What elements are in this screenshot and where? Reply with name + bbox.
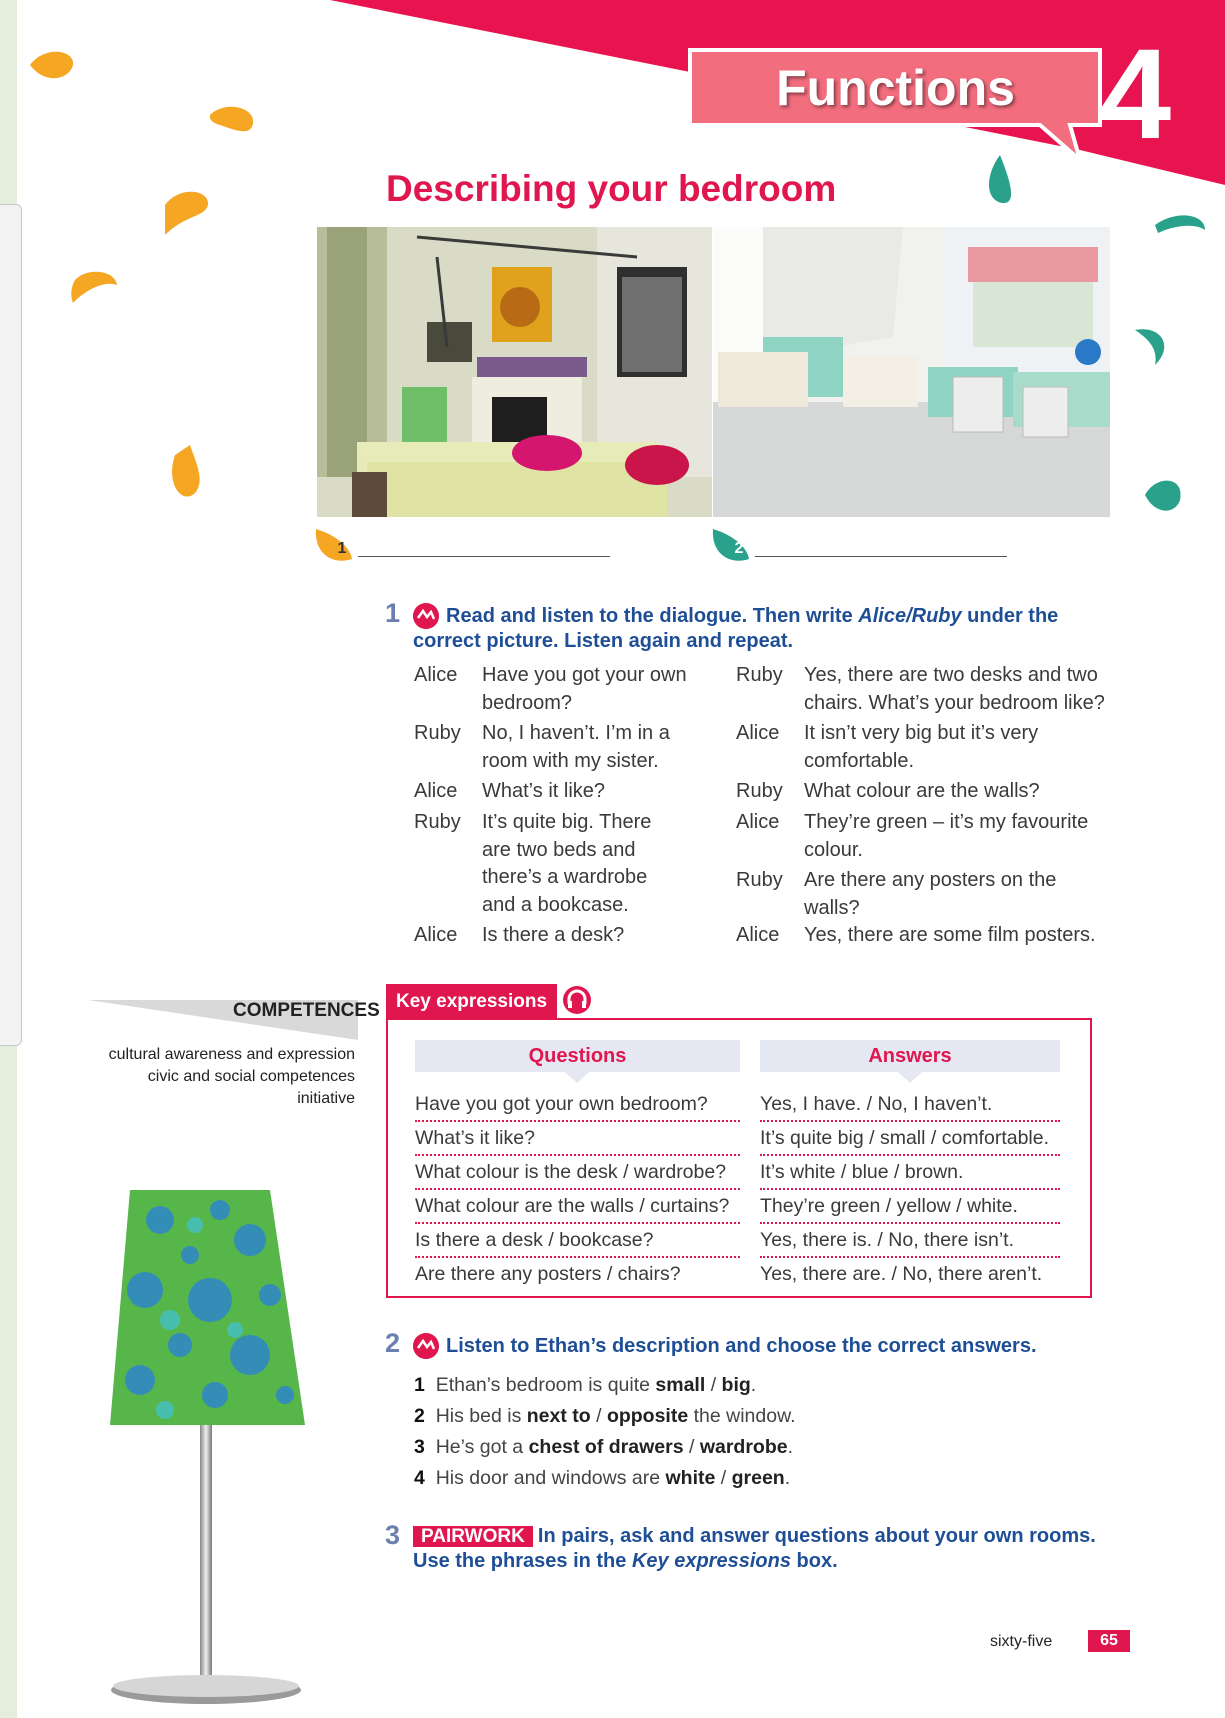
leaf-decoration-orange [25,45,305,505]
utterance: colour. [804,838,863,861]
utterance: Are there any posters on the [804,869,1057,891]
exercise-2-instruction: Listen to Ethan’s description and choose the correct answers. [446,1335,1037,1357]
answer-row: They’re green / yellow / white. [760,1189,1060,1224]
page-number-word: sixty-five [990,1633,1053,1650]
exercise-2-item: 1 Ethan’s bedroom is quite small / big. [414,1374,757,1396]
utterance: there’s a wardrobe [482,866,648,888]
speaker: Alice [414,664,458,686]
speaker: Alice [736,811,780,833]
exercise-2-item: 3 He’s got a chest of drawers / wardrobe. [414,1436,794,1458]
speaker: Alice [736,722,780,744]
exercise-2-item: 2 His bed is next to / opposite the window. [414,1405,796,1427]
dialogue-left-column [414,662,724,952]
speaker: Alice [736,924,780,946]
option[interactable]: wardrobe [699,1436,788,1458]
utterance: and a bookcase. [482,893,629,916]
exercise-3-line1 [413,1524,1096,1549]
competence-item: civic and social competences [147,1068,355,1085]
speaker: Alice [414,924,458,946]
option[interactable]: opposite [606,1405,689,1427]
section-title: Functions [776,60,1015,116]
answer-row: Yes, I have. / No, I haven’t. [760,1087,1060,1122]
utterance: bedroom? [482,691,573,714]
page-title: Describing your bedroom [386,168,837,209]
utterance: are two beds and [482,838,636,861]
key-expressions-title: Key expressions [386,984,557,1020]
speaker: Ruby [736,780,783,802]
speaker: Ruby [414,811,461,833]
bedroom-photo-2 [713,227,1110,517]
exercise-3-instruction: In pairs, ask and answer questions about your own rooms. [537,1525,1096,1547]
utterance: Is there a desk? [482,924,625,946]
lamp-illustration [100,1180,315,1718]
pairwork-badge: PAIRWORK [413,1526,533,1547]
competence-item: initiative [297,1090,355,1107]
answer-row: It’s quite big / small / comfortable. [760,1121,1060,1156]
utterance: They’re green – it’s my favourite [804,811,1089,833]
option[interactable]: white [665,1467,716,1489]
exercise-2-item: 4 His door and windows are white / green. [414,1467,791,1489]
utterance: Yes, there are two desks and two [804,664,1098,686]
side-tab [0,204,22,1046]
instruction-names: Alice/Ruby [858,605,962,627]
competence-item: cultural awareness and expression [108,1046,355,1063]
utterance: No, I haven’t. I’m in a [482,722,670,744]
exercise-1-instruction: Read and listen to the dialogue. Then write Alice/Ruby under the [446,605,1059,627]
headphones-icon[interactable] [562,985,592,1015]
questions-header: Questions [415,1040,740,1072]
exercise-1-number: 1 [385,598,401,628]
answer-row: Yes, there is. / No, there isn’t. [760,1223,1060,1258]
competences-title: COMPETENCES [233,1000,380,1021]
option[interactable]: big [721,1374,751,1396]
question-row: Are there any posters / chairs? [415,1263,681,1285]
speaker: Ruby [414,722,461,744]
utterance: comfortable. [804,749,915,772]
audio-icon[interactable] [413,603,439,629]
photo-2-number: 2 [734,540,744,557]
exercise-1-instruction-line2: correct picture. Listen again and repeat. [413,630,794,652]
answers-header-pointer [898,1072,922,1084]
dialogue-right-column [736,662,1116,952]
question-row: What colour are the walls / curtains? [415,1189,740,1224]
utterance: It isn’t very big but it’s very [804,722,1039,744]
question-row: Is there a desk / bookcase? [415,1223,740,1258]
answer-line-2[interactable] [755,556,1007,557]
option[interactable]: green [731,1467,785,1489]
bedroom-photo-1 [317,227,712,517]
speaker: Ruby [736,664,783,686]
questions-header-pointer [565,1072,589,1084]
utterance: What colour are the walls? [804,780,1040,802]
exercise-2-number: 2 [385,1328,401,1358]
utterance: walls? [804,896,860,919]
utterance: It’s quite big. There [482,811,652,833]
speaker: Alice [414,780,458,802]
answer-line-1[interactable] [358,556,610,557]
utterance: What’s it like? [482,780,606,802]
speaker: Ruby [736,869,783,891]
audio-icon[interactable] [413,1333,439,1359]
exercise-3-number: 3 [385,1520,401,1550]
answers-header: Answers [760,1040,1060,1072]
utterance: Yes, there are some film posters. [804,924,1096,946]
unit-number: 4 [1100,23,1172,166]
option[interactable]: chest of drawers [528,1436,684,1458]
answer-row: Yes, there are. / No, there aren’t. [760,1263,1043,1285]
answer-row: It’s white / blue / brown. [760,1155,1060,1190]
photo-1-number: 1 [337,540,347,557]
utterance: chairs. What’s your bedroom like? [804,691,1105,714]
exercise-3-line2: Use the phrases in the Key expressions box. [413,1550,838,1572]
utterance: room with my sister. [482,749,659,772]
question-row: Have you got your own bedroom? [415,1087,740,1122]
question-row: What colour is the desk / wardrobe? [415,1155,740,1190]
question-row: What’s it like? [415,1121,740,1156]
utterance: Have you got your own [482,664,687,686]
page-number: 65 [1088,1630,1130,1652]
option[interactable]: next to [526,1405,591,1427]
option[interactable]: small [655,1374,706,1396]
